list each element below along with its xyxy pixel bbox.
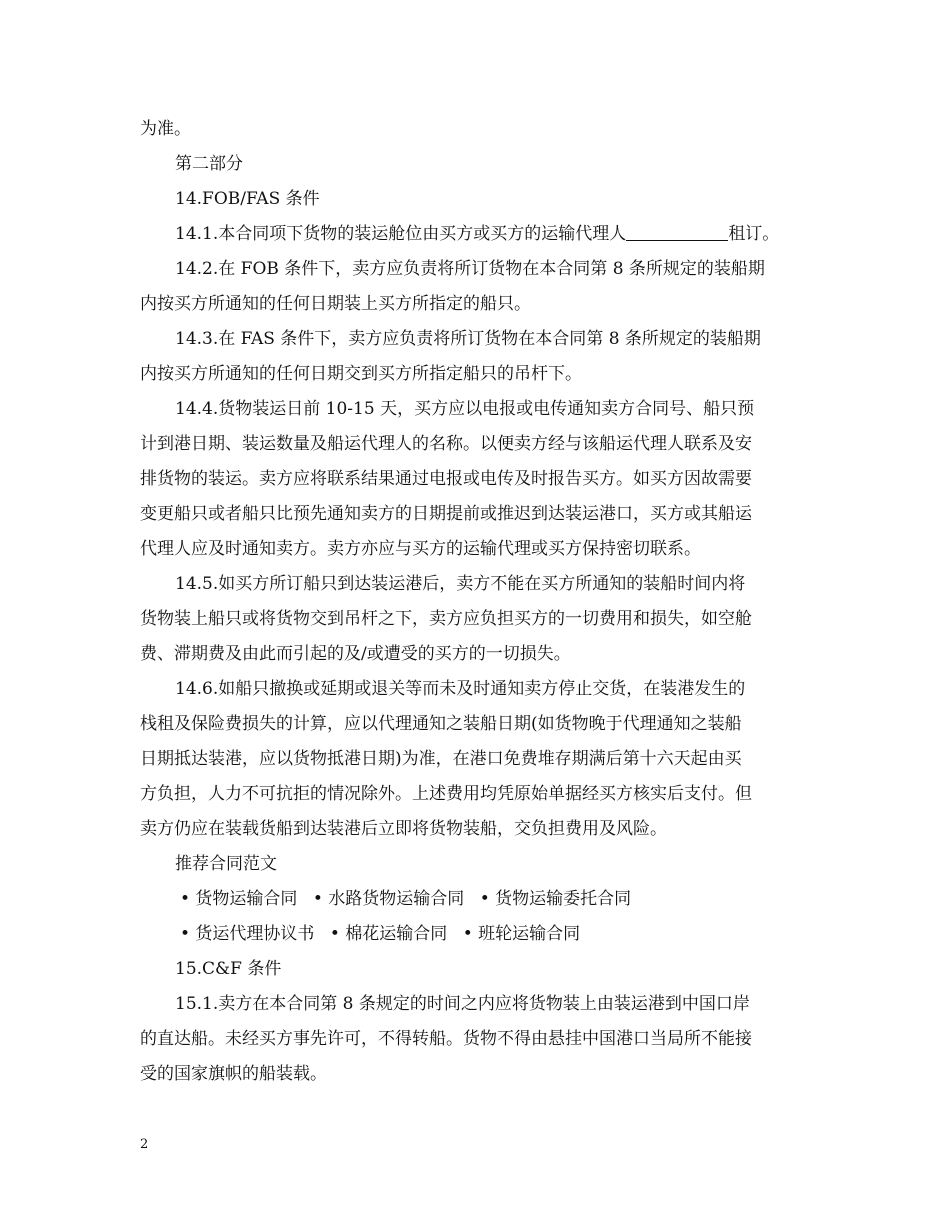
text-line: 日期抵达装港，应以货物抵港日期)为准，在港口免费堆存期满后第十六天起由买: [140, 749, 742, 769]
text-line: 的直达船。未经买方事先许可，不得转船。货物不得由悬挂中国港口当局所不能接: [140, 1029, 752, 1049]
text-line: 14.5.如买方所订船只到达装运港后，卖方不能在买方所通知的装船时间内将: [175, 574, 746, 594]
text-line: 代理人应及时通知卖方。卖方亦应与买方的运输代理或买方保持密切联系。: [140, 539, 701, 559]
text-line: 计到港日期、装运数量及船运代理人的名称。以便卖方经与该船运代理人联系及安: [140, 434, 752, 454]
text-line: 内按买方所通知的任何日期装上买方所指定的船只。: [140, 294, 531, 314]
clause-text: 租订。: [728, 224, 780, 244]
text-line: 栈租及保险费损失的计算，应以代理通知之装船日期(如货物晚于代理通知之装船: [140, 714, 742, 734]
recommended-link[interactable]: • 班轮运输合同: [462, 924, 581, 944]
text-line: 内按买方所通知的任何日期交到买方所指定船只的吊杆下。: [140, 364, 582, 384]
text-line: 15.1.卖方在本合同第 8 条规定的时间之内应将货物装上由装运港到中国口岸: [175, 994, 750, 1014]
recommended-link[interactable]: • 水路货物运输合同: [312, 889, 465, 909]
text-line: 卖方仍应在装载货船到达装港后立即将货物装船，交负担费用及风险。: [140, 819, 667, 839]
clause-heading: 15.C&F 条件: [175, 959, 282, 979]
text-line: 货物装上船只或将货物交到吊杆之下，卖方应负担买方的一切费用和损失，如空舱: [140, 609, 752, 629]
text-line: 方负担，人力不可抗拒的情况除外。上述费用均凭原始单据经买方核实后支付。但: [140, 784, 752, 804]
page-number: 2: [140, 1137, 149, 1152]
recommended-row: [180, 882, 641, 916]
text-line: 变更船只或者船只比预先通知卖方的日期提前或推迟到达装运港口，买方或其船运: [140, 504, 752, 524]
recommended-link[interactable]: • 货运代理协议书: [180, 924, 315, 944]
clause-14-1: [175, 217, 779, 251]
section-heading: 第二部分: [175, 154, 243, 174]
text-line: 14.4.货物装运日前 10-15 天，买方应以电报或电传通知卖方合同号、船只预: [175, 399, 755, 419]
recommended-link[interactable]: • 货物运输合同: [180, 889, 298, 909]
text-line: 14.2.在 FOB 条件下，卖方应负责将所订货物在本合同第 8 条所规定的装船期: [175, 259, 765, 279]
text-line: 为准。: [140, 119, 191, 139]
text-line: 费、滞期费及由此而引起的及/或遭受的买方的一切损失。: [140, 644, 571, 664]
clause-heading: 14.FOB/FAS 条件: [175, 189, 320, 209]
recommended-row: [180, 917, 590, 951]
recommended-heading: 推荐合同范文: [175, 854, 277, 874]
text-line: 受的国家旗帜的船装载。: [140, 1064, 327, 1084]
text-line: 14.3.在 FAS 条件下，卖方应负责将所订货物在本合同第 8 条所规定的装船期: [175, 329, 761, 349]
text-line: 排货物的装运。卖方应将联系结果通过电报或电传及时报告买方。如买方因故需要: [140, 469, 752, 489]
recommended-link[interactable]: • 货物运输委托合同: [479, 889, 632, 909]
recommended-link[interactable]: • 棉花运输合同: [329, 924, 448, 944]
text-line: 14.6.如船只撤换或延期或退关等而未及时通知卖方停止交货，在装港发生的: [175, 679, 746, 699]
fill-in-blank: [626, 222, 728, 241]
clause-text: 14.1.本合同项下货物的装运舱位由买方或买方的运输代理人: [175, 224, 627, 244]
